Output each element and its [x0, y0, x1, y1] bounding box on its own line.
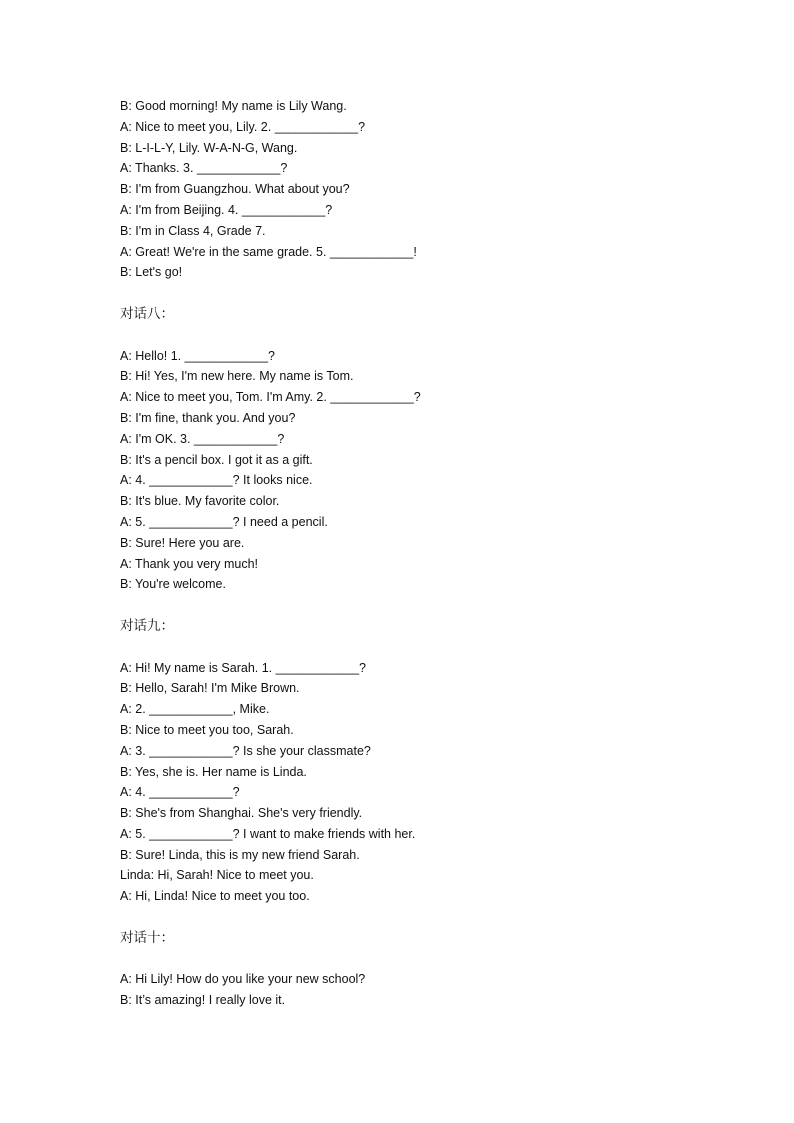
section-heading: 对话九： — [120, 617, 174, 634]
dialogue-9 — [120, 616, 740, 907]
spacer — [120, 637, 740, 658]
spacer — [120, 325, 740, 346]
dialogue-10 — [120, 928, 740, 1011]
document-page — [120, 96, 740, 1011]
section-heading: 对话十： — [120, 929, 174, 946]
dialogue-line: B: Nice to meet you too, Sarah. — [120, 722, 294, 737]
dialogue-line: B: It’s amazing! I really love it. — [120, 993, 286, 1008]
dialogue-line: A: Nice to meet you, Tom. I'm Amy. 2. ____________? — [120, 390, 421, 405]
dialogue-line: B: It's a pencil box. I got it as a gift. — [120, 452, 313, 467]
dialogue-line: B: You're welcome. — [120, 577, 226, 592]
spacer — [120, 595, 740, 616]
section-heading: 对话八： — [120, 305, 174, 322]
dialogue-line: A: 3. ____________? Is she your classmate? — [120, 743, 371, 758]
dialogue-line: B: Let's go! — [120, 265, 183, 280]
dialogue-line: A: Nice to meet you, Lily. 2. ____________? — [120, 119, 366, 134]
dialogue-line: B: I'm from Guangzhou. What about you? — [120, 182, 350, 197]
dialogue-line: B: Yes, she is. Her name is Linda. — [120, 764, 307, 779]
dialogue-line: A: Hi, Linda! Nice to meet you too. — [120, 889, 310, 904]
spacer — [120, 907, 740, 928]
dialogue-line: B: She's from Shanghai. She's very friendly. — [120, 806, 363, 821]
dialogue-line: A: Hello! 1. ____________? — [120, 348, 275, 363]
dialogue-7 — [120, 96, 740, 283]
dialogue-line: B: It's blue. My favorite color. — [120, 494, 280, 509]
dialogue-line: A: 4. ____________? — [120, 785, 240, 800]
dialogue-line: B: Sure! Here you are. — [120, 535, 245, 550]
dialogue-line: A: Great! We're in the same grade. 5. ____________! — [120, 244, 417, 259]
dialogue-line: A: Thanks. 3. ____________? — [120, 161, 288, 176]
dialogue-line: A: Thank you very much! — [120, 556, 259, 571]
dialogue-line: B: I'm in Class 4, Grade 7. — [120, 223, 266, 238]
dialogue-line: B: Hello, Sarah! I'm Mike Brown. — [120, 681, 300, 696]
dialogue-line: Linda: Hi, Sarah! Nice to meet you. — [120, 868, 314, 883]
dialogue-line: A: I'm from Beijing. 4. ____________? — [120, 202, 333, 217]
dialogue-line: B: Sure! Linda, this is my new friend Sarah. — [120, 847, 360, 862]
dialogue-line: A: 5. ____________? I need a pencil. — [120, 514, 328, 529]
dialogue-line: A: 5. ____________? I want to make friends with her. — [120, 826, 416, 841]
dialogue-line: A: Hi Lily! How do you like your new school? — [120, 972, 366, 987]
dialogue-line: A: 4. ____________? It looks nice. — [120, 473, 313, 488]
dialogue-line: B: L-I-L-Y, Lily. W-A-N-G, Wang. — [120, 140, 298, 155]
dialogue-line: A: 2. ____________, Mike. — [120, 702, 270, 717]
dialogue-8 — [120, 304, 740, 595]
dialogue-line: B: Hi! Yes, I'm new here. My name is Tom. — [120, 369, 354, 384]
dialogue-line: A: Hi! My name is Sarah. 1. ____________? — [120, 660, 366, 675]
dialogue-line: B: Good morning! My name is Lily Wang. — [120, 99, 347, 113]
spacer — [120, 949, 740, 970]
spacer — [120, 283, 740, 304]
dialogue-line: B: I'm fine, thank you. And you? — [120, 410, 296, 425]
dialogue-line: A: I'm OK. 3. ____________? — [120, 431, 285, 446]
